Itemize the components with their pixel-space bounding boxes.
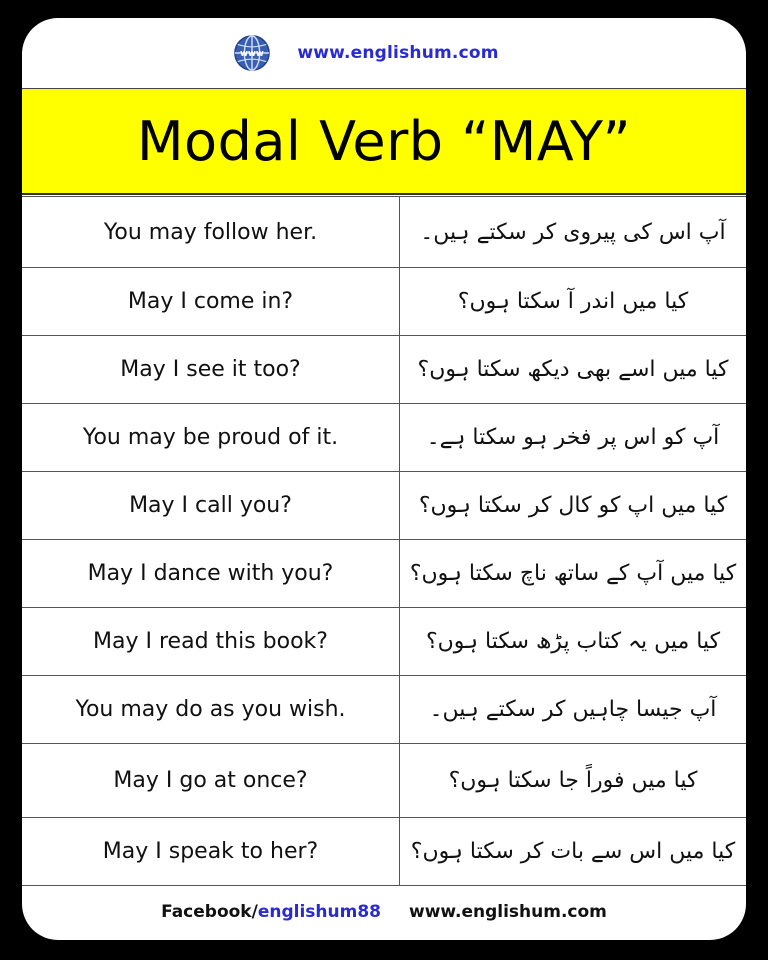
svg-text:www: www — [240, 48, 265, 59]
header-site-link[interactable]: www.englishum.com — [297, 43, 499, 63]
table-row — [22, 336, 746, 404]
footer — [22, 894, 746, 930]
urdu-translation: کیا میں اپ کو کال کر سکتا ہوں؟ — [418, 493, 728, 518]
page-title: Modal Verb “MAY” — [136, 109, 632, 173]
table-row — [22, 196, 746, 268]
globe-www-icon — [233, 34, 271, 72]
urdu-translation: کیا میں اسے بھی دیکھ سکتا ہوں؟ — [417, 357, 729, 382]
urdu-translation: آپ کو اس پر فخر ہو سکتا ہے۔ — [426, 425, 720, 450]
table-row — [22, 268, 746, 336]
urdu-translation: کیا میں اندر آ سکتا ہوں؟ — [457, 289, 689, 314]
table-row — [22, 818, 746, 886]
card — [22, 18, 746, 940]
table-row — [22, 608, 746, 676]
english-sentence: May I see it too? — [22, 336, 400, 403]
facebook-handle-link[interactable]: englishum88 — [257, 902, 381, 922]
urdu-translation: کیا میں آپ کے ساتھ ناچ سکتا ہوں؟ — [409, 561, 737, 586]
title-bar — [22, 88, 746, 195]
urdu-translation: کیا میں یہ کتاب پڑھ سکتا ہوں؟ — [425, 629, 721, 654]
table-row — [22, 404, 746, 472]
english-sentence: May I speak to her? — [22, 818, 400, 885]
table-row — [22, 472, 746, 540]
urdu-translation: کیا میں فوراً جا سکتا ہوں؟ — [448, 768, 698, 793]
phrase-table — [22, 196, 746, 886]
english-sentence: May I go at once? — [22, 744, 400, 817]
footer-site-link[interactable]: www.englishum.com — [408, 902, 607, 922]
table-row — [22, 540, 746, 608]
urdu-translation: آپ جیسا چاہیں کر سکتے ہیں۔ — [429, 697, 717, 722]
english-sentence: May I read this book? — [22, 608, 400, 675]
english-sentence: May I dance with you? — [22, 540, 400, 607]
table-row — [22, 744, 746, 818]
english-sentence: You may follow her. — [22, 197, 400, 267]
urdu-translation: آپ اس کی پیروی کر سکتے ہیں۔ — [420, 219, 726, 245]
english-sentence: You may do as you wish. — [22, 676, 400, 743]
table-row — [22, 676, 746, 744]
english-sentence: May I come in? — [22, 268, 400, 335]
english-sentence: May I call you? — [22, 472, 400, 539]
urdu-translation: کیا میں اس سے بات کر سکتا ہوں؟ — [410, 839, 736, 864]
header — [22, 18, 746, 88]
english-sentence: You may be proud of it. — [22, 404, 400, 471]
facebook-prefix: Facebook/ — [161, 902, 258, 922]
